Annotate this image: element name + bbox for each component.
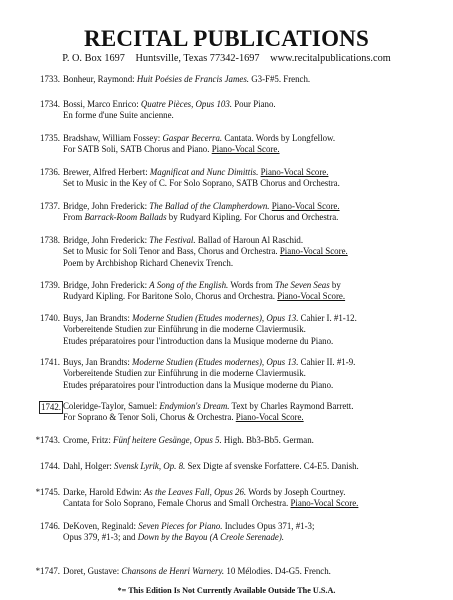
entry-line1 [63, 521, 314, 532]
catalog-number: *1747. [35, 566, 60, 576]
entry-text: Set to Music in the Key of C. For Solo Soprano, SATB Chorus and Orchestra. [63, 178, 340, 189]
entry-text: Vorbereitende Studien zur Einführung in die moderne Claviermusik. [63, 368, 306, 379]
score-label: Piano-Vocal Score. [290, 498, 359, 509]
entry-text: Brewer, Alfred Herbert: [63, 167, 150, 177]
entry-line1 [63, 280, 341, 291]
entry-line1 [63, 401, 353, 412]
work-title: Svensk Lyrik, Op. 8. [114, 461, 186, 471]
entry-line2 [63, 412, 304, 423]
entry-line1 [63, 357, 355, 368]
catalog-number: 1734. [40, 99, 60, 109]
entry-text: Crome, Fritz: [63, 435, 114, 445]
entry-line2 [63, 110, 174, 121]
score-label: Piano-Vocal Score. [260, 167, 329, 177]
score-label: Piano-Vocal Score. [235, 412, 304, 423]
score-label: Piano-Vocal Score. [211, 144, 280, 155]
entry-text: Text by Charles Raymond Barrett. [229, 401, 354, 411]
entry-text: Words by Joseph Courtney. [246, 487, 346, 497]
entry-text: Includes Opus 371, #1-3; [222, 521, 315, 531]
entry-line1 [63, 99, 276, 110]
entry-line1 [63, 235, 303, 246]
entry-line2 [63, 246, 348, 257]
entry-line3 [63, 336, 333, 347]
catalog-number: 1740. [40, 313, 60, 323]
work-title: Chansons de Henri Warnery. [121, 566, 225, 576]
entry-text: Dahl, Holger: [63, 461, 115, 471]
entry-text: Set to Music for Soli Tenor and Bass, Chorus and Orchestra. [63, 246, 280, 257]
entry-text: From [63, 212, 85, 223]
entry-text: Bossi, Marco Enrico: [63, 99, 141, 109]
score-label: Piano-Vocal Score. [277, 291, 346, 302]
catalog-number: 1746. [40, 521, 60, 531]
entry-line1 [63, 167, 328, 178]
entry-text: Cantata. Words by Longfellow. [222, 133, 336, 143]
entry-text: Bridge, John Frederick: [63, 235, 150, 245]
city: Huntsville, Texas 77342-1697 [135, 53, 260, 64]
entry-text: Buys, Jan Brandts: [63, 357, 133, 367]
entry-text: Opus 379, #1-3; and [63, 532, 138, 543]
entry-line1 [63, 201, 340, 212]
work-title: Endymion's Dream. [159, 401, 230, 411]
score-label: Piano-Vocal Score. [279, 246, 348, 257]
work-title: Huit Poésies de Francis James. [136, 74, 249, 84]
work-title: Barrack-Room Ballads [84, 212, 167, 223]
entry-text: 10 Mélodies. D4-G5. French. [224, 566, 331, 576]
entry-text: Pour Piano. [232, 99, 276, 109]
entry-line2 [63, 144, 280, 155]
entry-text: Coleridge-Taylor, Samuel: [63, 401, 160, 411]
catalog-number: 1739. [40, 280, 60, 290]
entry-line2 [63, 532, 284, 543]
entry-line3 [63, 380, 333, 391]
entry-line2 [63, 368, 306, 379]
entry-text: Sex Digte af svenske Forfattere. C4-E5. Danish. [185, 461, 359, 471]
entry-line2 [63, 291, 345, 302]
entry-line2 [63, 212, 338, 223]
publisher-address [0, 53, 453, 64]
entry-text: Poem by Archbishop Richard Chenevix Trench. [63, 257, 234, 268]
catalog-number: 1744. [40, 461, 60, 471]
entry-text: Bradshaw, William Fossey: [63, 133, 163, 143]
entry-line1 [63, 487, 346, 498]
work-title: The Festival. [149, 235, 196, 245]
entry-text: Etudes préparatoires pour l'introduction dans la Musique moderne du Piano. [63, 379, 334, 390]
entry-text: Bonheur, Raymond: [63, 74, 137, 84]
work-title: A Song of the English. [149, 280, 229, 290]
catalog-number: 1742. [39, 401, 63, 414]
entry-text: Buys, Jan Brandts: [63, 313, 133, 323]
work-title: Gaspar Becerra. [162, 133, 223, 143]
availability-footnote: *= This Edition Is Not Currently Available Outside The U.S.A. [117, 586, 336, 595]
entry-text: by [329, 280, 341, 290]
entry-text: Bridge, John Frederick: [63, 280, 150, 290]
work-title: Fünf heitere Gesänge, Opus 5. [113, 435, 222, 445]
work-title: Seven Pieces for Piano. [138, 521, 223, 531]
entry-text: Darke, Harold Edwin: [63, 487, 144, 497]
work-title: Quatre Pièces, Opus 103. [140, 99, 233, 109]
entry-text: G3-F#5. French. [249, 74, 311, 84]
work-title: As the Leaves Fall, Opus 26. [143, 487, 247, 497]
catalog-number: 1735. [40, 133, 60, 143]
entry-line1 [63, 435, 314, 446]
website-link[interactable]: www.recitalpublications.com [270, 53, 391, 64]
entry-text: For SATB Soli, SATB Chorus and Piano. [63, 144, 212, 155]
entry-text: High. Bb3-Bb5. German. [221, 435, 314, 445]
work-title: Moderne Studien (Etudes modernes), Opus 13. [132, 357, 299, 367]
entry-text: Etudes préparatoires pour l'introduction dans la Musique moderne du Piano. [63, 335, 334, 346]
work-title: Moderne Studien (Etudes modernes), Opus 13. [132, 313, 299, 323]
entry-text: Ballad of Haroun Al Raschid. [195, 235, 304, 245]
entry-text: by Rudyard Kipling. For Chorus and Orchestra. [166, 212, 339, 223]
catalog-number: 1738. [40, 235, 60, 245]
work-title: Magnificat and Nunc Dimittis. [149, 167, 259, 177]
entry-text: Cantata for Solo Soprano, Female Chorus and Small Orchestra. [63, 498, 291, 509]
entry-line2 [63, 498, 358, 509]
catalog-number: 1737. [40, 201, 60, 211]
entry-text: Cahier II. #1-9. [298, 357, 356, 367]
entry-line1 [63, 461, 359, 472]
entry-line1 [63, 133, 335, 144]
page-title: RECITAL PUBLICATIONS [84, 26, 369, 51]
entry-line1 [63, 74, 310, 85]
catalog-number: 1736. [40, 167, 60, 177]
entry-text: En forme d'une Suite ancienne. [63, 110, 174, 121]
entry-text: Rudyard Kipling. For Baritone Solo, Chorus and Orchestra. [63, 291, 278, 302]
work-title: The Ballad of the Clampherdown. [149, 201, 270, 211]
score-label: Piano-Vocal Score. [271, 201, 340, 211]
entry-text: Cahier I. #1-12. [298, 313, 357, 323]
entry-line3 [63, 258, 233, 269]
catalog-number: 1733. [40, 74, 60, 84]
catalog-number: 1741. [40, 357, 60, 367]
catalog-number: *1743. [35, 435, 60, 445]
entry-line2 [63, 178, 340, 189]
entry-text: Words from [228, 280, 275, 290]
po-box: P. O. Box 1697 [62, 53, 125, 64]
entry-line2 [63, 324, 306, 335]
entry-line1 [63, 313, 357, 324]
entry-line1 [63, 566, 331, 577]
entry-text: For Soprano & Tenor Soli, Chorus & Orchestra. [63, 412, 236, 423]
entry-text: Doret, Gustave: [63, 566, 122, 576]
work-title: Down by the Bayou (A Creole Serenade). [137, 532, 285, 543]
entry-text: DeKoven, Reginald: [63, 521, 139, 531]
work-title: The Seven Seas [274, 280, 330, 290]
catalog-number: *1745. [35, 487, 60, 497]
entry-text: Bridge, John Frederick: [63, 201, 150, 211]
entry-text: Vorbereitende Studien zur Einführung in die moderne Claviermusik. [63, 324, 306, 335]
